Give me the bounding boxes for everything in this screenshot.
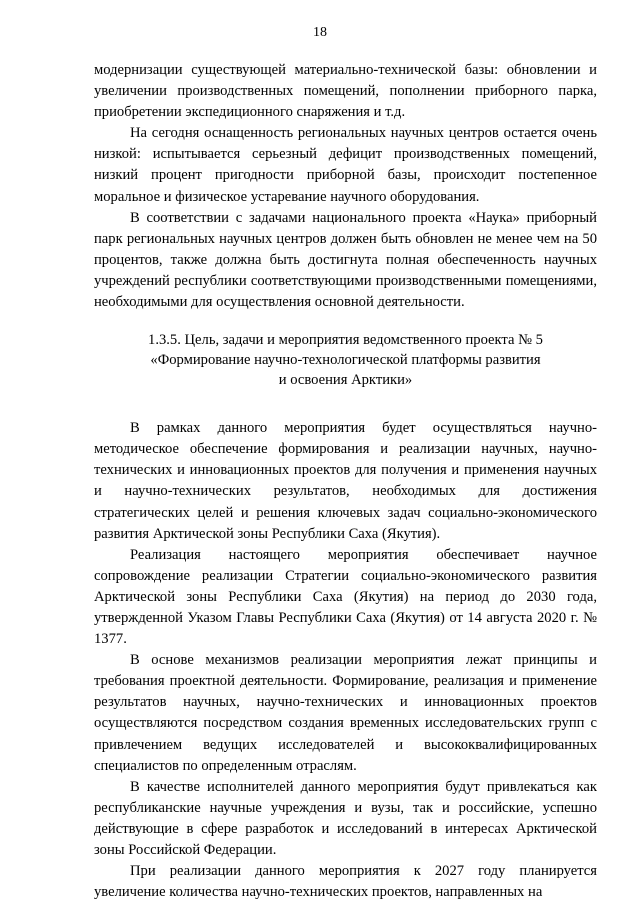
paragraph-strategy: Реализация настоящего мероприятия обеспечивает научное сопровождение реализации Стратегии социально-экономического развития Арктической зоны Республики Саха (Якутия) на период до 2030 года, утвержденной Указом Главы Республики Саха (Якутия) от 14 августа 2020 г. № 1377.: [94, 546, 597, 648]
paragraph-mechanisms: В основе механизмов реализации мероприятия лежат принципы и требования проектной деятельности. Формирование, реализация и применение результатов научных, научно-технических и инновационных проектов осуществляются посредством создания временных исследовательских групп с привлечением ведущих исследователей и высококвалифицированных специалистов по определенным отраслям.: [94, 652, 597, 774]
section-heading: [94, 330, 597, 390]
paragraph-equipment-status: На сегодня оснащенность региональных научных центров остается очень низкой: испытывается серьезный дефицит производственных помещений, низкий процент пригодности приборной базы, происходит постепенное моральное и физическое устаревание научного оборудования.: [94, 125, 597, 205]
section-heading-line-2: «Формирование научно-технологической платформы развития: [150, 352, 541, 369]
paragraph-national-project: В соответствии с задачами национального проекта «Наука» приборный парк региональных научных центров должен быть обновлен не менее чем на 50 процентов, также должна быть достигнута полная обеспеченность научных учреждений республики соответствующими производственными помещениями, необходимыми для осуществления основной деятельности.: [94, 209, 597, 311]
paragraph-scientific-support: В рамках данного мероприятия будет осуществляться научно-методическое обеспечение формирования и реализации научных, научно-технических и инновационных проектов для получения и применения научных и научно-технических результатов, необходимых для достижения стратегических целей и решения ключевых задач социально-экономического развития Арктической зоны Республики Саха (Якутия).: [94, 420, 597, 542]
section-heading-line-1: 1.3.5. Цель, задачи и мероприятия ведомственного проекта № 5: [148, 332, 543, 349]
paragraph-executors: В качестве исполнителей данного мероприятия будут привлекаться как республиканские научные учреждения и вузы, так и российские, успешно действующие в сфере разработок и исследований в интересах Арктической зоны Российской Федерации.: [94, 778, 597, 858]
paragraph-continuation: модернизации существующей материально-технической базы: обновлении и увеличении производственных помещений, пополнении приборного парка, приобретении экспедиционного снаряжения и т.д.: [94, 62, 597, 121]
paragraph-plans-2027: При реализации данного мероприятия к 2027 году планируется увеличение количества научно-технических проектов, направленных на: [94, 863, 597, 901]
section-heading-line-3: и освоения Арктики»: [278, 372, 413, 389]
document-body: [94, 60, 597, 903]
page-number: 18: [313, 25, 327, 40]
